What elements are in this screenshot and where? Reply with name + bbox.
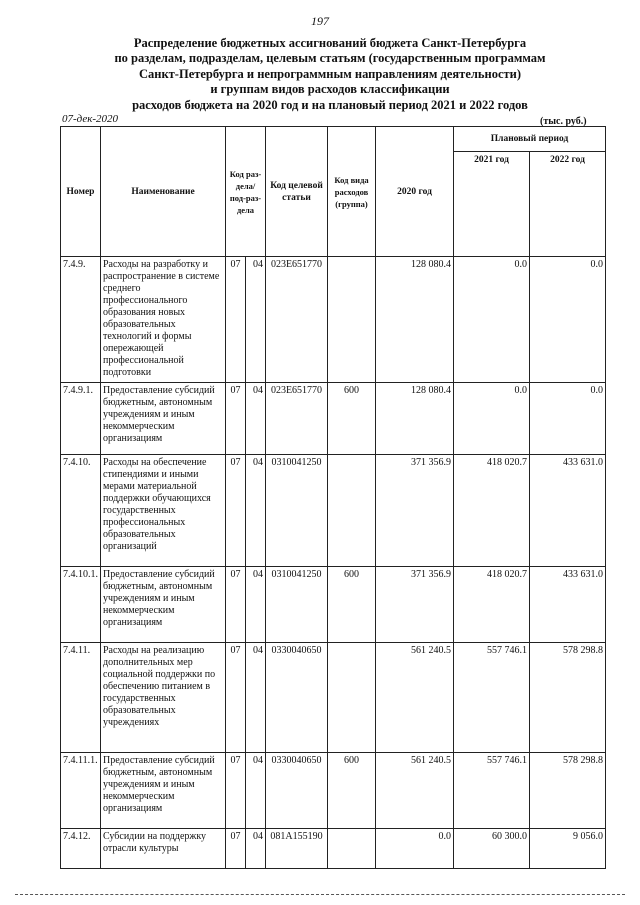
title-line: расходов бюджета на 2020 год и на плановый период 2021 и 2022 годов [132,97,528,112]
row-2022-value: 433 631.0 [530,455,606,567]
header-number: Номер [61,127,101,257]
row-name: Предоставление субсидий бюджетным, автономным учреждениям и иным некоммерческим организациям [101,383,226,455]
document-title [40,36,620,113]
row-2022-value: 9 056.0 [530,829,606,869]
row-target: 0310041250 [266,567,328,643]
header-2020: 2020 год [376,127,454,257]
row-2021-value: 0.0 [454,383,530,455]
row-name: Предоставление субсидий бюджетным, автономным учреждениям и иным некоммерческим организациям [101,567,226,643]
row-2021-value: 557 746.1 [454,753,530,829]
row-target: 0330040650 [266,643,328,753]
header-name: Наименование [101,127,226,257]
row-name: Предоставление субсидий бюджетным, автономным учреждениям и иным некоммерческим организациям [101,753,226,829]
table-row [61,455,606,567]
row-number: 7.4.11.1. [61,753,101,829]
row-2022-value: 578 298.8 [530,753,606,829]
footer-divider [15,894,625,895]
row-2022-value: 0.0 [530,257,606,383]
row-2021-value: 0.0 [454,257,530,383]
row-number: 7.4.10. [61,455,101,567]
table-row [61,383,606,455]
title-line: по разделам, подразделам, целевым статьям (государственным программам [114,51,546,66]
row-number: 7.4.9. [61,257,101,383]
row-section: 07 [226,455,246,567]
row-expense-type: 600 [328,567,376,643]
row-number: 7.4.11. [61,643,101,753]
units-label: (тыс. руб.) [540,116,587,127]
row-section: 07 [226,567,246,643]
row-subsection: 04 [246,567,266,643]
row-2020-value: 0.0 [376,829,454,869]
row-subsection: 04 [246,455,266,567]
row-expense-type: 600 [328,753,376,829]
row-2020-value: 128 080.4 [376,383,454,455]
row-expense-type: 600 [328,383,376,455]
row-2021-value: 418 020.7 [454,567,530,643]
row-name: Расходы на обеспечение стипендиями и иными мерами материальной поддержки обучающихся государственных профессиональных образовательных организаций [101,455,226,567]
row-section: 07 [226,383,246,455]
title-line: Распределение бюджетных ассигнований бюджета Санкт-Петербурга [133,36,527,50]
row-number: 7.4.10.1. [61,567,101,643]
row-name: Субсидии на поддержку отрасли культуры [101,829,226,869]
row-2021-value: 418 020.7 [454,455,530,567]
row-expense-type [328,829,376,869]
title-line: Санкт-Петербурга и непрограммным направлениям деятельности) [138,66,521,81]
row-name: Расходы на реализацию дополнительных мер социальной поддержки по обеспечению питанием в государственных образовательных учреждениях [101,643,226,753]
row-expense-type [328,257,376,383]
row-2020-value: 561 240.5 [376,753,454,829]
document-date: 07-дек-2020 [62,113,119,125]
row-2021-value: 557 746.1 [454,643,530,753]
header-2021: 2021 год [454,152,530,257]
row-expense-type [328,643,376,753]
row-subsection: 04 [246,257,266,383]
header-expense-type: Код вида расходов (группа) [328,127,376,257]
row-section: 07 [226,753,246,829]
table-row [61,257,606,383]
table-row [61,567,606,643]
table-row [61,829,606,869]
row-2022-value: 433 631.0 [530,567,606,643]
table-row [61,643,606,753]
row-section: 07 [226,643,246,753]
table-row [61,753,606,829]
header-2022: 2022 год [530,152,606,257]
row-number: 7.4.9.1. [61,383,101,455]
budget-table [60,126,606,869]
row-subsection: 04 [246,383,266,455]
row-2020-value: 128 080.4 [376,257,454,383]
header-section: Код раз-дела/ под-раз-дела [226,127,266,257]
row-section: 07 [226,257,246,383]
row-target: 081А155190 [266,829,328,869]
row-2020-value: 371 356.9 [376,455,454,567]
row-2022-value: 0.0 [530,383,606,455]
row-target: 023Е651770 [266,257,328,383]
row-target: 0330040650 [266,753,328,829]
header-planned: Плановый период [454,127,606,152]
row-target: 0310041250 [266,455,328,567]
row-subsection: 04 [246,753,266,829]
header-target: Код целевой статьи [266,127,328,257]
row-2022-value: 578 298.8 [530,643,606,753]
row-section: 07 [226,829,246,869]
row-subsection: 04 [246,829,266,869]
row-2021-value: 60 300.0 [454,829,530,869]
page-number: 197 [311,14,329,28]
row-name: Расходы на разработку и распространение в системе среднего профессионального образования новых образовательных технологий и формы опережающей профессиональной подготовки [101,257,226,383]
row-number: 7.4.12. [61,829,101,869]
row-target: 023Е651770 [266,383,328,455]
table-header-row [61,127,606,152]
row-expense-type [328,455,376,567]
title-line: и группам видов расходов классификации [210,82,450,97]
row-subsection: 04 [246,643,266,753]
row-2020-value: 371 356.9 [376,567,454,643]
row-2020-value: 561 240.5 [376,643,454,753]
